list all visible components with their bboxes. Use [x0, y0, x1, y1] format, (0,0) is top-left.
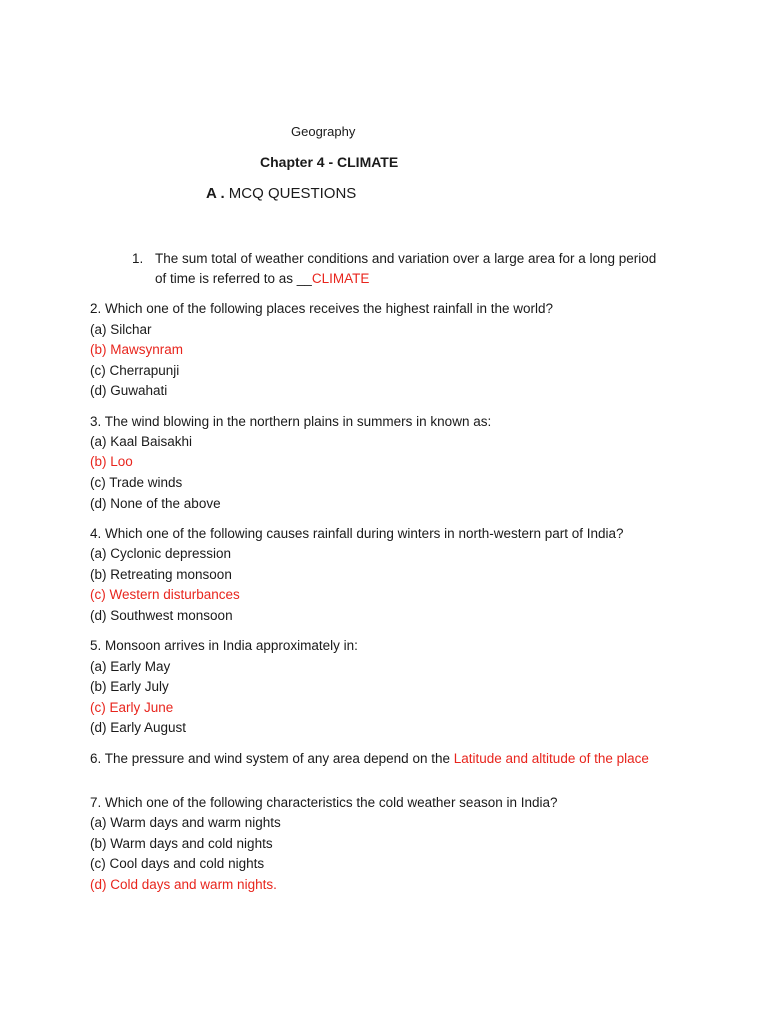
question-1-number: 1.	[132, 251, 144, 266]
question-5-option-d: (d) Early August	[90, 720, 187, 735]
question-7-option-b: (b) Warm days and cold nights	[90, 836, 273, 851]
question-4-option-a: (a) Cyclonic depression	[90, 546, 232, 561]
question-3-option-b: (b) Loo	[90, 454, 133, 469]
question-7-text: 7. Which one of the following characteristics the cold weather season in India?	[90, 795, 558, 810]
question-6-prompt: 6. The pressure and wind system of any area depend on the	[90, 751, 454, 766]
question-2-option-d: (d) Guwahati	[90, 383, 168, 398]
question-3-option-a: (a) Kaal Baisakhi	[90, 434, 193, 449]
question-2-text: 2. Which one of the following places receives the highest rainfall in the world?	[90, 301, 554, 316]
section-heading	[206, 185, 356, 203]
question-6-answer: Latitude and altitude of the place	[453, 751, 649, 766]
section-letter: A .	[206, 185, 225, 202]
question-6-text	[90, 750, 649, 768]
question-2-option-b: (b) Mawsynram	[90, 342, 184, 357]
question-4-option-d: (d) Southwest monsoon	[90, 608, 233, 623]
question-1-text-line1: The sum total of weather conditions and variation over a large area for a long period	[155, 251, 657, 266]
question-5-text: 5. Monsoon arrives in India approximately in:	[90, 638, 358, 653]
section-title: MCQ QUESTIONS	[224, 185, 357, 202]
subject-heading: Geography	[291, 124, 356, 139]
question-3-option-c: (c) Trade winds	[90, 475, 183, 490]
question-3-option-d: (d) None of the above	[90, 496, 221, 511]
question-2-option-c: (c) Cherrapunji	[90, 363, 180, 378]
question-4-text: 4. Which one of the following causes rainfall during winters in north-western part of India?	[90, 526, 624, 541]
question-5-option-c: (c) Early June	[90, 700, 174, 715]
question-4-option-b: (b) Retreating monsoon	[90, 567, 232, 582]
question-1-text-line2	[155, 270, 369, 288]
question-1-answer: CLIMATE	[311, 271, 370, 286]
question-7-option-c: (c) Cool days and cold nights	[90, 856, 265, 871]
chapter-title: Chapter 4 - CLIMATE	[260, 154, 399, 170]
question-4-option-c: (c) Western disturbances	[90, 587, 240, 602]
question-7-option-d: (d) Cold days and warm nights.	[90, 877, 277, 892]
question-7-option-a: (a) Warm days and warm nights	[90, 815, 281, 830]
question-5-option-a: (a) Early May	[90, 659, 171, 674]
question-1-text-prefix: of time is referred to as __	[155, 271, 312, 286]
question-3-text: 3. The wind blowing in the northern plains in summers in known as:	[90, 414, 492, 429]
question-5-option-b: (b) Early July	[90, 679, 169, 694]
question-2-option-a: (a) Silchar	[90, 322, 152, 337]
